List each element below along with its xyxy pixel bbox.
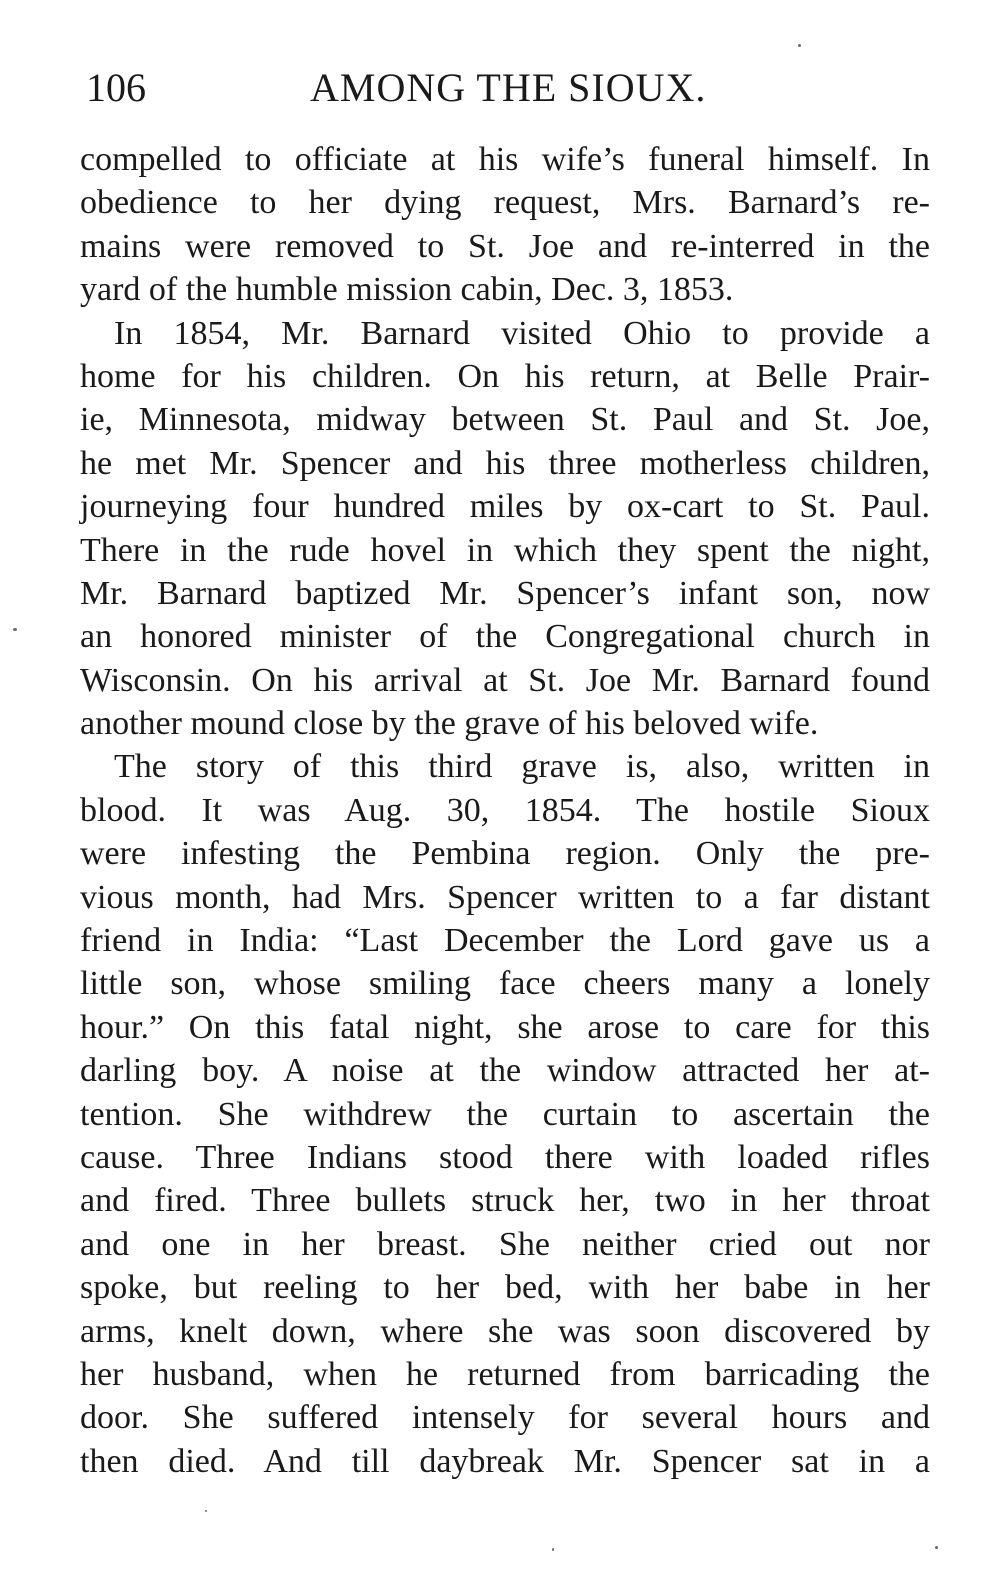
text-line: journeying four hundred miles by ox-cart to St. Paul. — [80, 488, 930, 526]
scan-speck — [205, 1510, 207, 1512]
text-line: an honored minister of the Congregational church in — [80, 618, 930, 656]
text-line: another mound close by the grave of his beloved wife. — [80, 705, 819, 743]
text-line: tention. She withdrew the curtain to ascertain the — [80, 1095, 930, 1133]
text-line: obedience to her dying request, Mrs. Barnard’s re- — [80, 184, 930, 222]
text-line: darling boy. A noise at the window attracted her at- — [80, 1052, 930, 1090]
text-line: and one in her breast. She neither cried out nor — [80, 1225, 930, 1263]
text-line: The story of this third grave is, also, written in — [114, 748, 930, 786]
page-header — [80, 62, 930, 114]
text-line: blood. It was Aug. 30, 1854. The hostile Sioux — [80, 791, 930, 829]
text-line: little son, whose smiling face cheers many a lonely — [80, 965, 930, 1003]
text-line: vious month, had Mrs. Spencer written to a far distant — [80, 878, 930, 916]
text-line: home for his children. On his return, at Belle Prair- — [80, 357, 930, 395]
text-line: arms, knelt down, where she was soon discovered by — [80, 1312, 930, 1350]
text-line: door. She suffered intensely for several hours and — [80, 1399, 930, 1437]
text-line: compelled to officiate at his wife’s funeral himself. In — [80, 141, 930, 178]
text-line: yard of the humble mission cabin, Dec. 3, 1853. — [80, 271, 734, 309]
scan-speck — [798, 44, 801, 47]
page-number: 106 — [86, 65, 146, 110]
running-head: AMONG THE SIOUX. — [310, 65, 707, 110]
text-line: mains were removed to St. Joe and re-interred in the — [80, 227, 930, 265]
text-line: he met Mr. Spencer and his three motherless children, — [80, 444, 930, 482]
text-line: were infesting the Pembina region. Only the pre- — [80, 835, 930, 873]
text-line: her husband, when he returned from barricading the — [80, 1355, 930, 1393]
scan-speck — [552, 1548, 554, 1551]
text-line: Mr. Barnard baptized Mr. Spencer’s infant son, now — [80, 574, 930, 612]
scan-speck — [935, 1546, 938, 1549]
text-line: hour.” On this fatal night, she arose to care for this — [80, 1008, 930, 1046]
body-text — [80, 138, 930, 1483]
text-line: friend in India: “Last December the Lord gave us a — [80, 922, 930, 960]
text-line: spoke, but reeling to her bed, with her babe in her — [80, 1269, 930, 1307]
text-line: cause. Three Indians stood there with loaded rifles — [80, 1138, 930, 1176]
text-line: Wisconsin. On his arrival at St. Joe Mr. Barnard found — [80, 661, 930, 699]
text-line: ie, Minnesota, midway between St. Paul and St. Joe, — [80, 401, 930, 439]
text-line: In 1854, Mr. Barnard visited Ohio to provide a — [114, 314, 930, 352]
text-line: then died. And till daybreak Mr. Spencer sat in a — [80, 1442, 930, 1480]
text-line: and fired. Three bullets struck her, two in her throat — [80, 1182, 930, 1220]
scan-speck — [13, 628, 17, 631]
text-line: There in the rude hovel in which they spent the night, — [80, 531, 930, 569]
